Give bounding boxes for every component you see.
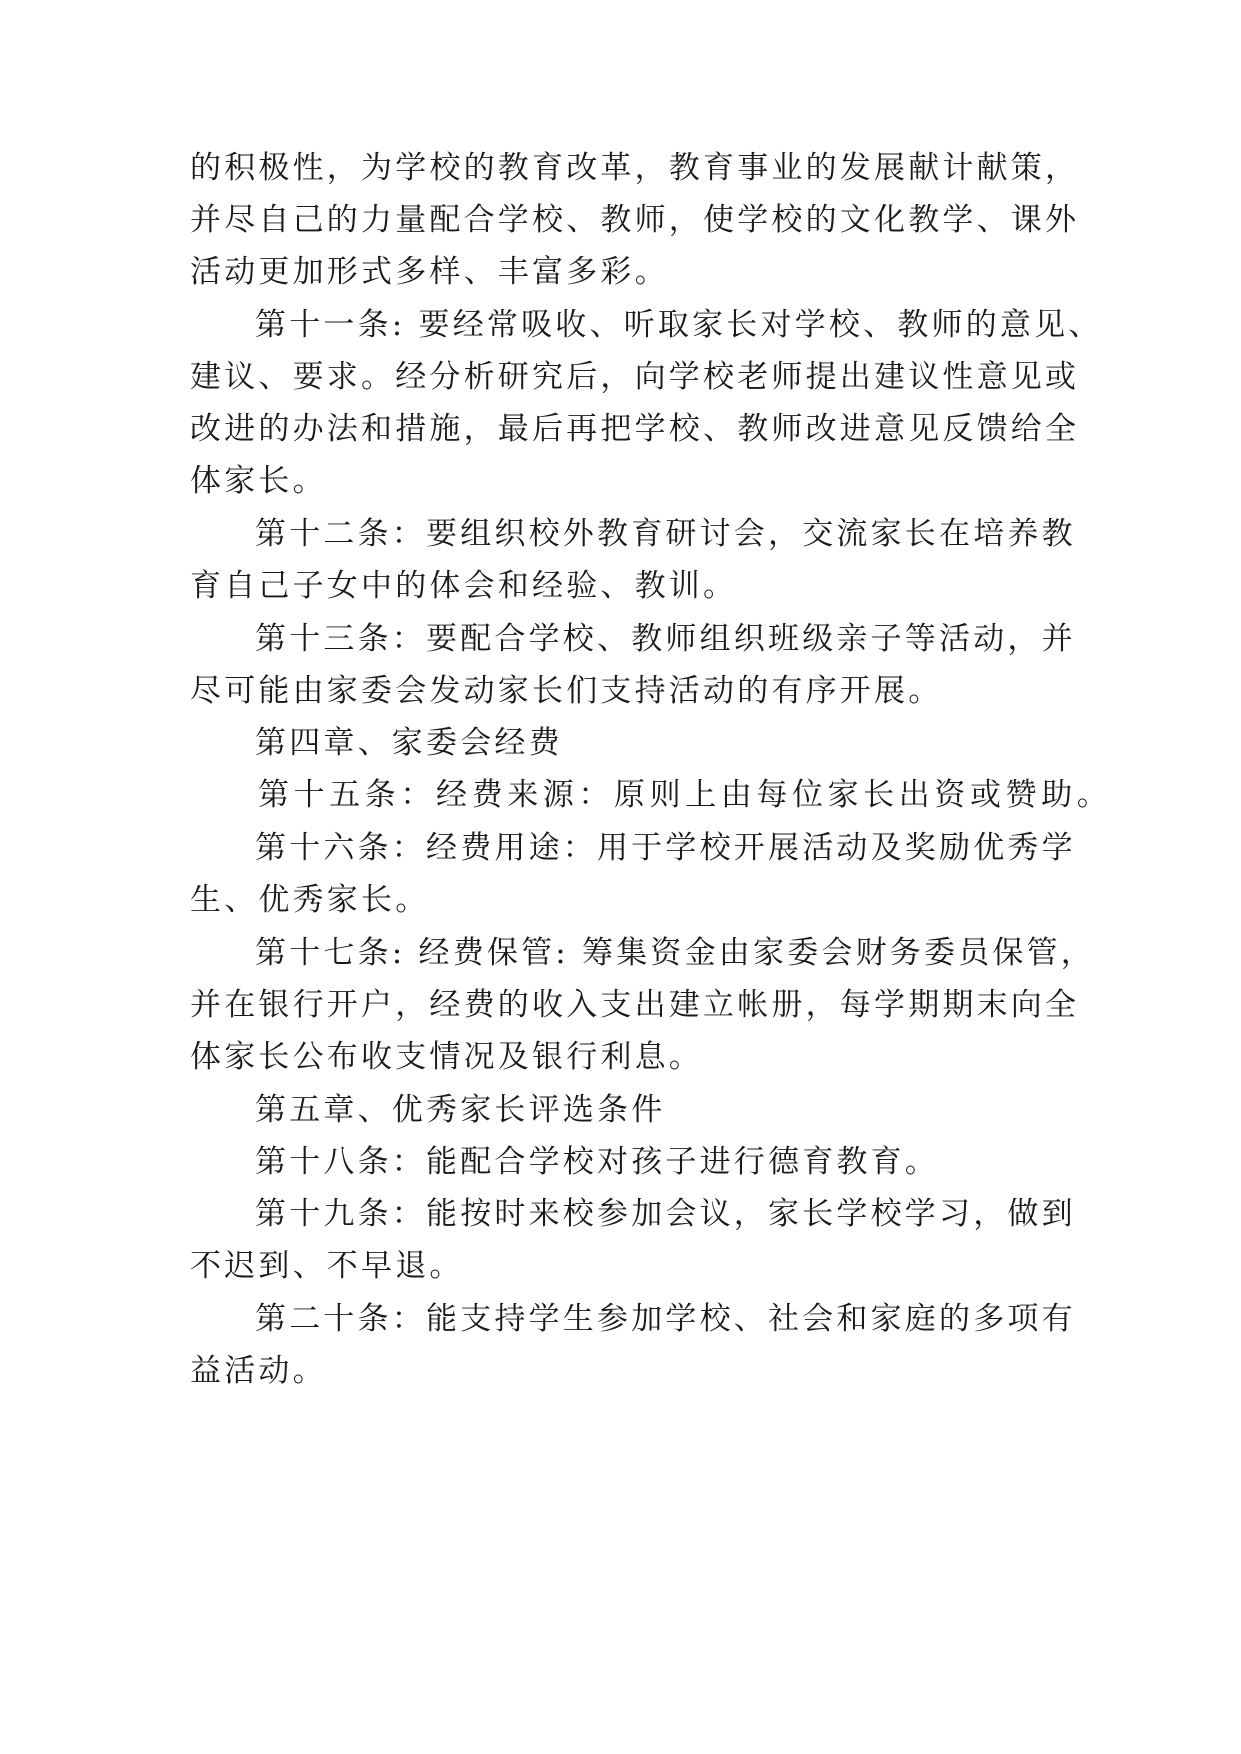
text-line: 的积极性，为学校的教育改革，教育事业的发展献计献策，: [190, 150, 1080, 186]
article-19-heading: 第十九条：能按时来校参加会议，家长学校学习，做到: [255, 1196, 1076, 1232]
text-line: 体家长。: [190, 463, 327, 499]
text-line: 改进的办法和措施，最后再把学校、教师改进意见反馈给全: [190, 411, 1080, 447]
article-13-heading: 第十三条：要配合学校、教师组织班级亲子等活动，并: [255, 621, 1076, 657]
text-line: 建议、要求。经分析研究后，向学校老师提出建议性意见或: [190, 359, 1080, 395]
article-12-heading: 第十二条：要组织校外教育研讨会，交流家长在培养教: [255, 516, 1076, 552]
chapter-5-heading: 第五章、优秀家长评选条件: [255, 1092, 666, 1128]
text-line: 并在银行开户，经费的收入支出建立帐册，每学期期末向全: [190, 987, 1080, 1023]
text-line: 并尽自己的力量配合学校、教师，使学校的文化教学、课外: [190, 202, 1080, 238]
text-line: 尽可能由家委会发动家长们支持活动的有序开展。: [190, 673, 943, 709]
article-11-heading: 第十一条: 要经常吸收、听取家长对学校、教师的意见、: [255, 307, 1103, 343]
article-17-heading: 第十七条: 经费保管: 筹集资金由家委会财务委员保管，: [255, 935, 1095, 971]
article-16-heading: 第十六条：经费用途：用于学校开展活动及奖励优秀学: [255, 830, 1076, 866]
text-line: 体家长公布收支情况及银行利息。: [190, 1039, 703, 1075]
text-line: 育自己子女中的体会和经验、教训。: [190, 568, 738, 604]
text-line: 生、优秀家长。: [190, 882, 430, 918]
article-18-heading: 第十八条：能配合学校对孩子进行德育教育。: [255, 1144, 939, 1180]
article-20-heading: 第二十条：能支持学生参加学校、社会和家庭的多项有: [255, 1301, 1076, 1337]
article-15-heading: 第十五条：经费来源：原则上由每位家长出资或赞助。: [258, 777, 1113, 813]
text-line: 活动更加形式多样、丰富多彩。: [190, 254, 669, 290]
text-line: 不迟到、不早退。: [190, 1248, 464, 1284]
chapter-4-heading: 第四章、家委会经费: [255, 725, 563, 761]
text-line: 益活动。: [190, 1353, 327, 1389]
